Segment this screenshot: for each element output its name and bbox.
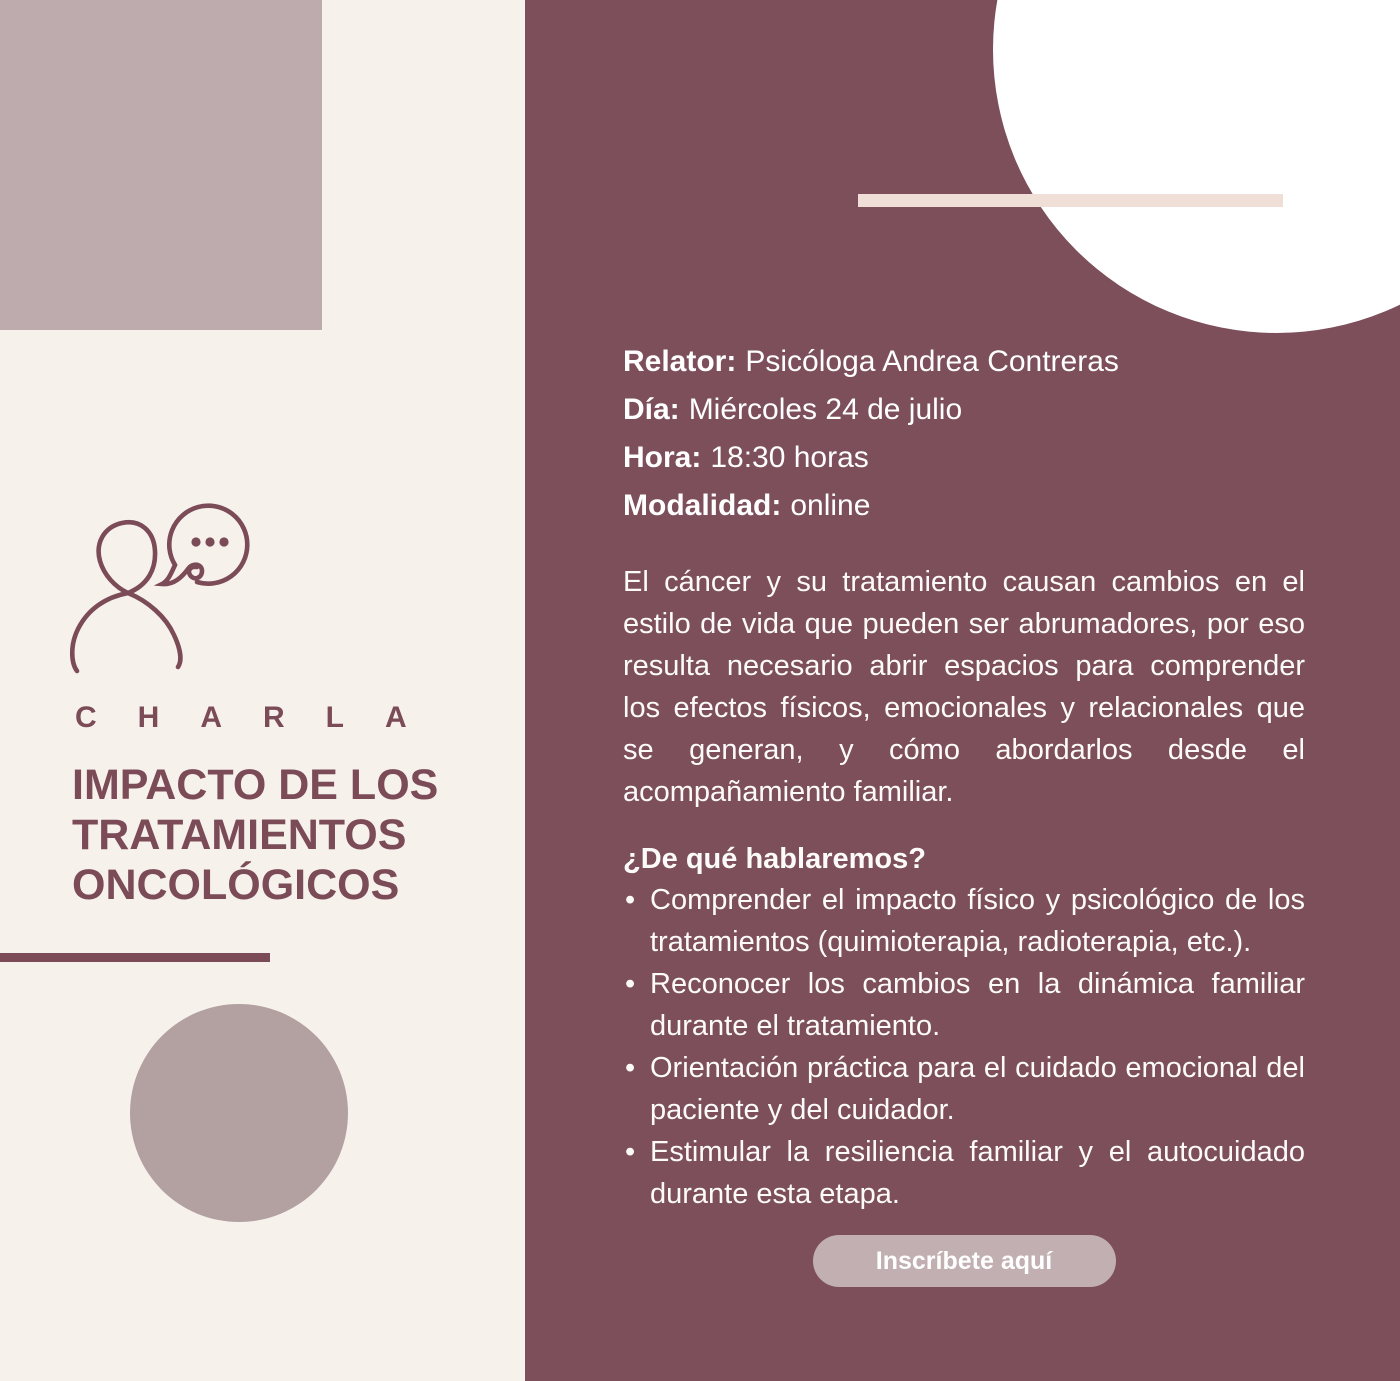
topic-item: • Comprender el impacto físico y psicológico de los tratamientos (quimioterapia, radioterapia, etc.). [623, 879, 1305, 963]
detail-row [623, 386, 1305, 434]
event-title-line: TRATAMIENTOS [72, 811, 407, 859]
detail-value: Miércoles 24 de julio [688, 393, 963, 426]
bottom-left-circle [130, 1004, 348, 1222]
detail-value: online [790, 489, 871, 522]
topics-list [623, 879, 1305, 1215]
event-details [623, 338, 1305, 530]
topic-item: • Reconocer los cambios en la dinámica familiar durante el tratamiento. [623, 963, 1305, 1047]
person-chat-icon [60, 495, 260, 695]
event-title-line: IMPACTO DE LOS [72, 761, 439, 809]
right-panel [525, 0, 1400, 1381]
title-underline [0, 953, 270, 962]
panel-content [623, 0, 1305, 1287]
detail-row [623, 338, 1305, 386]
topic-item: • Orientación práctica para el cuidado emocional del paciente y del cuidador. [623, 1047, 1305, 1131]
top-left-square [0, 0, 322, 330]
event-title-line: ONCOLÓGICOS [72, 861, 400, 909]
detail-label: Hora: [623, 441, 702, 474]
event-title [72, 760, 438, 910]
register-button[interactable]: Inscríbete aquí [813, 1235, 1116, 1287]
topics-heading: ¿De qué hablaremos? [623, 843, 926, 875]
detail-row [623, 482, 1305, 530]
detail-label: Relator: [623, 345, 737, 378]
topic-item: • Estimular la resiliencia familiar y el autocuidado durante esta etapa. [623, 1131, 1305, 1215]
detail-value: Psicóloga Andrea Contreras [745, 345, 1119, 378]
detail-row [623, 434, 1305, 482]
event-type-label: CHARLA [75, 701, 448, 734]
detail-label: Modalidad: [623, 489, 782, 522]
intro-paragraph: El cáncer y su tratamiento causan cambios en el estilo de vida que pueden ser abrumadores, por eso resulta necesario abrir espacios para comprender los efectos físicos, emocionales y relacionales que se generan, y cómo abordarlos desde el acompañamiento familiar. [623, 566, 1305, 808]
detail-value: 18:30 horas [710, 441, 869, 474]
detail-label: Día: [623, 393, 680, 426]
